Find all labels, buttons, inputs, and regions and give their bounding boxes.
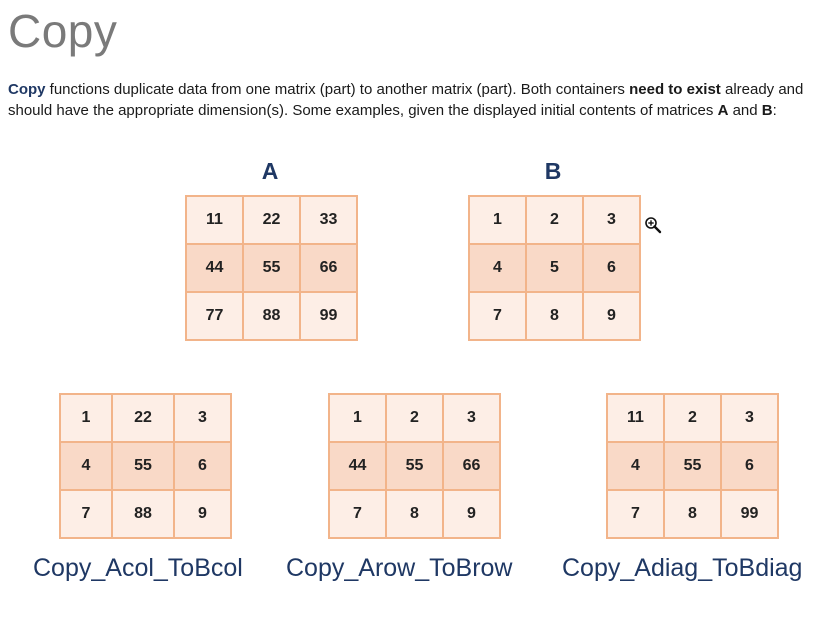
matrix-cell: 44 [329,442,386,490]
matrix-b-label: B [544,158,562,184]
intro-matrix-b: B [761,102,773,119]
matrix-cell: 1 [60,394,112,442]
example-matrix-col [59,393,232,539]
example-matrix-diag [606,393,779,539]
matrix-cell: 2 [664,394,721,442]
matrix-cell: 3 [721,394,778,442]
matrix-cell: 77 [186,292,243,340]
matrix-cell: 3 [583,196,640,244]
intro-text-3: and [728,102,762,119]
matrix-cell: 7 [607,490,664,538]
matrix-cell: 66 [443,442,500,490]
matrix-cell: 8 [526,292,583,340]
intro-matrix-a: A [717,102,729,119]
matrix-cell: 99 [300,292,357,340]
matrix-cell: 7 [329,490,386,538]
zoom-in-icon [644,216,662,234]
matrix-b [468,195,641,341]
matrix-cell: 4 [607,442,664,490]
matrix-cell: 44 [186,244,243,292]
matrix-cell: 2 [526,196,583,244]
matrix-cell: 5 [526,244,583,292]
matrix-cell: 55 [386,442,443,490]
matrix-cell: 22 [112,394,174,442]
matrix-cell: 1 [469,196,526,244]
matrix-cell: 4 [469,244,526,292]
example-matrix-row [328,393,501,539]
matrix-cell: 9 [443,490,500,538]
matrix-cell: 7 [469,292,526,340]
matrix-cell: 4 [60,442,112,490]
matrix-cell: 8 [664,490,721,538]
matrix-cell: 22 [243,196,300,244]
matrix-cell: 88 [112,490,174,538]
example-caption-col: Copy_Acol_ToBcol [33,554,243,582]
matrix-cell: 8 [386,490,443,538]
intro-text-4: : [772,102,777,119]
matrix-cell: 55 [664,442,721,490]
matrix-cell: 6 [583,244,640,292]
matrix-cell: 2 [386,394,443,442]
matrix-cell: 6 [174,442,231,490]
example-caption-row: Copy_Arow_ToBrow [286,554,513,582]
matrix-cell: 9 [174,490,231,538]
matrix-cell: 33 [300,196,357,244]
matrix-cell: 11 [186,196,243,244]
intro-text-1: functions duplicate data from one matrix (part) to another matrix (part). Both containers [45,81,630,98]
matrix-a [185,195,358,341]
matrix-cell: 55 [243,244,300,292]
matrix-cell: 55 [112,442,174,490]
matrix-cell: 88 [243,292,300,340]
example-caption-diag: Copy_Adiag_ToBdiag [562,554,803,582]
matrix-cell: 7 [60,490,112,538]
matrix-cell: 3 [443,394,500,442]
matrix-cell: 9 [583,292,640,340]
matrix-cell: 11 [607,394,664,442]
matrix-a-label: A [261,158,279,184]
matrix-cell: 99 [721,490,778,538]
intro-copy-word: Copy [8,81,46,98]
intro-emphasis: need to exist [629,81,721,98]
matrix-cell: 66 [300,244,357,292]
matrix-cell: 6 [721,442,778,490]
page-title: Copy [8,5,118,57]
matrix-cell: 1 [329,394,386,442]
intro-paragraph [8,79,828,121]
intro-text-2: already and should have the appropriate dimension(s). Some examples, given the displayed initial contents of matrices [8,81,804,119]
matrix-cell: 3 [174,394,231,442]
